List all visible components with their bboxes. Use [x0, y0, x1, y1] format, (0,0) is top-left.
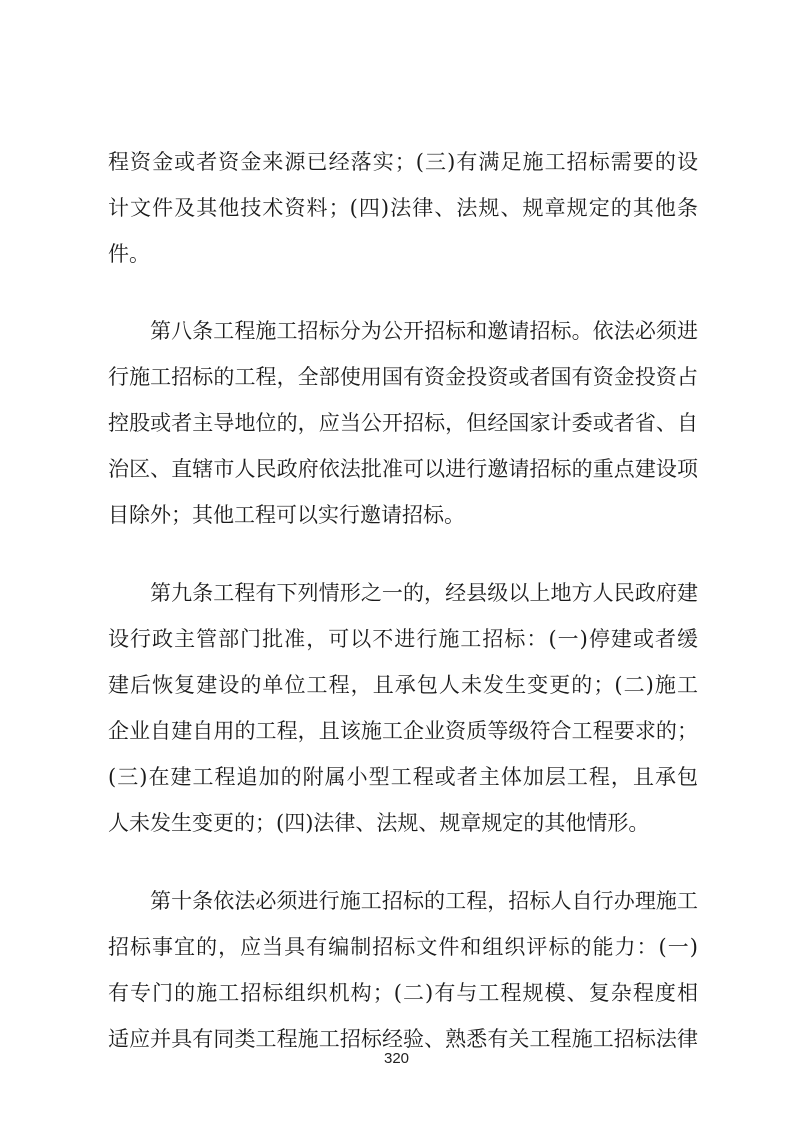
text-line: (三)在建工程追加的附属小型工程或者主体加层工程，且承包	[108, 765, 698, 789]
text-line: 建后恢复建设的单位工程，且承包人未发生变更的；(二)施工	[108, 673, 698, 697]
page-number: 320	[383, 1050, 410, 1067]
text-line: 有专门的施工招标组织机构；(二)有与工程规模、复杂程度相	[108, 981, 698, 1005]
text-line: 行施工招标的工程，全部使用国有资金投资或者国有资金投资占	[108, 365, 698, 389]
text-line: 人未发生变更的；(四)法律、法规、规章规定的其他情形。	[108, 811, 650, 835]
text-line: 第十条依法必须进行施工招标的工程，招标人自行办理施工	[150, 889, 698, 913]
text-line: 程资金或者资金来源已经落实；(三)有满足施工招标需要的设	[108, 150, 698, 174]
text-line: 治区、直辖市人民政府依法批准可以进行邀请招标的重点建设项	[108, 457, 698, 481]
text-line: 适应并具有同类工程施工招标经验、熟悉有关工程施工招标法律	[108, 1027, 698, 1051]
text-line: 控股或者主导地位的，应当公开招标，但经国家计委或者省、自	[108, 411, 698, 435]
text-line: 招标事宜的，应当具有编制招标文件和组织评标的能力：(一)	[108, 935, 698, 959]
text-line: 第九条工程有下列情形之一的，经县级以上地方人民政府建	[150, 581, 698, 605]
text-line: 企业自建自用的工程，且该施工企业资质等级符合工程要求的；	[108, 719, 698, 743]
text-line: 第八条工程施工招标分为公开招标和邀请招标。依法必须进	[150, 319, 698, 343]
text-line: 目除外；其他工程可以实行邀请招标。	[108, 503, 465, 527]
text-line: 件。	[108, 242, 150, 266]
text-line: 设行政主管部门批准，可以不进行施工招标：(一)停建或者缓	[108, 627, 698, 651]
text-line: 计文件及其他技术资料；(四)法律、法规、规章规定的其他条	[108, 196, 698, 220]
